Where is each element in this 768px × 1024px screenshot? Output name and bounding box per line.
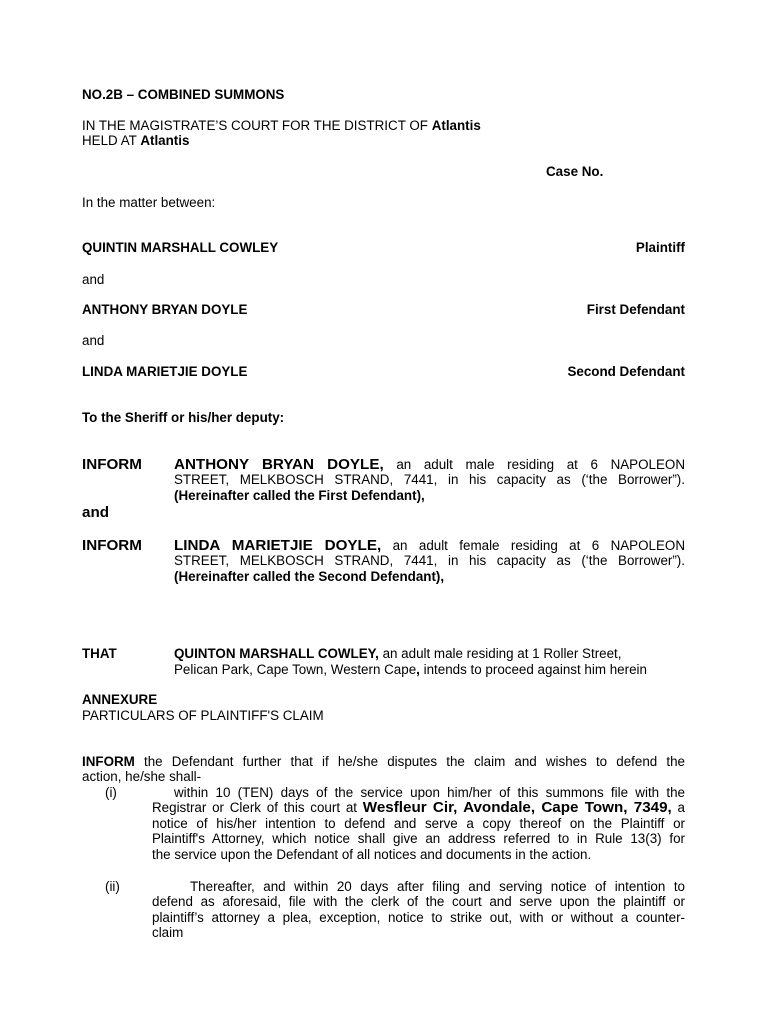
party-role-first-defendant: First Defendant [586, 302, 685, 317]
case-no-label: Case No. [546, 164, 604, 179]
item-i [152, 785, 685, 862]
and-separator: and [82, 272, 105, 287]
party-name-second-defendant: LINDA MARIETJIE DOYLE [82, 364, 248, 379]
item-i-line-4: Plaintiff's Attorney, which notice shall give an address referred to in Rule 13(3) for [152, 831, 685, 847]
item-i-line-5: the service upon the Defendant of all notices and documents in the action. [152, 846, 592, 862]
item-ii-line-3: plaintiff’s attorney a plea, exception, notice to strike out, with or without a counter- [152, 909, 685, 925]
court-prefix: IN THE MAGISTRATE’S COURT FOR THE DISTRICT OF [82, 118, 428, 133]
inform-further-lead: INFORM [82, 754, 135, 769]
item-number: (ii) [105, 879, 120, 894]
inform-line-1-rest: an adult male residing at 6 NAPOLEON [396, 457, 685, 472]
inform-line-2: STREET, MELKBOSCH STRAND, 7441, in his capacity as (‘the Borrower”). [174, 553, 685, 569]
inform-second-defendant [174, 538, 685, 584]
that-line-2-a: Pelican Park, Cape Town, Western Cape [174, 662, 417, 677]
item-number: (i) [105, 785, 117, 800]
item-ii-line-1: Thereafter, and within 20 days after filing and serving notice of intention to [190, 879, 685, 894]
inform-further-line-2: action, he/she shall- [82, 769, 202, 785]
inform-name: LINDA MARIETJIE DOYLE, [174, 537, 382, 554]
inform-further-line-1-rest: the Defendant further that if he/she disputes the claim and wishes to defend the [143, 754, 685, 769]
that-line-2-b: intends to proceed against him herein [423, 662, 647, 677]
inform-line-3: (Hereinafter called the Second Defendant), [174, 568, 445, 584]
item-i-line-1: within 10 (TEN) days of the service upon him/her of this summons file with the [174, 785, 685, 800]
inform-label: INFORM [82, 456, 142, 473]
sheriff-line: To the Sheriff or his/her deputy: [82, 410, 285, 425]
item-ii-line-2: defend as aforesaid, file with the clerk of the court and serve upon the plaintiff or [152, 894, 685, 910]
inform-further [82, 754, 685, 785]
court-district: Atlantis [431, 118, 481, 133]
and-separator: and [82, 333, 105, 348]
court-address: Wesfleur Cir, Avondale, Cape Town, 7349, [362, 799, 672, 817]
held-at-prefix: HELD AT [82, 133, 137, 148]
matter-between: In the matter between: [82, 195, 216, 210]
court-line-2 [82, 133, 189, 148]
that-line-1 [174, 646, 622, 661]
that-line-2 [174, 662, 647, 677]
inform-line-3: (Hereinafter called the First Defendant), [174, 487, 425, 503]
annexure-subtitle: PARTICULARS OF PLAINTIFF'S CLAIM [82, 708, 324, 723]
form-title: NO.2B – COMBINED SUMMONS [82, 87, 285, 102]
inform-line-2: STREET, MELKBOSCH STRAND, 7441, in his capacity as (‘the Borrower”). [174, 472, 685, 488]
inform-line-1-rest: an adult female residing at 6 NAPOLEON [392, 538, 685, 553]
item-ii [152, 879, 685, 941]
inform-label: INFORM [82, 537, 142, 554]
inform-first-defendant [174, 457, 685, 503]
item-i-line-3: notice of his/her intention to defend and serve a copy thereof on the Plaintiff or [152, 815, 685, 831]
inform-name: ANTHONY BRYAN DOYLE, [174, 456, 384, 473]
party-role-second-defendant: Second Defendant [567, 364, 685, 379]
that-name: QUINTON MARSHALL COWLEY, [174, 646, 379, 661]
inform-line-1 [174, 457, 685, 472]
that-label: THAT [82, 646, 117, 661]
item-i-line-2-prefix: Registrar or Clerk of this court at [152, 800, 357, 816]
party-role-plaintiff: Plaintiff [635, 240, 685, 255]
party-name-plaintiff: QUINTIN MARSHALL COWLEY [82, 240, 279, 255]
held-at-value: Atlantis [140, 133, 190, 148]
party-name-first-defendant: ANTHONY BRYAN DOYLE [82, 302, 248, 317]
court-line-1 [82, 118, 481, 133]
item-i-line-2-suffix: a [677, 800, 685, 816]
item-i-line-2 [152, 800, 685, 815]
item-ii-line-4: claim [152, 925, 184, 941]
annexure-title: ANNEXURE [82, 692, 158, 707]
inform-further-line-1 [82, 754, 685, 769]
inform-line-1 [174, 538, 685, 553]
that-line-1-rest: an adult male residing at 1 Roller Street, [382, 646, 622, 661]
that-comma: , [416, 662, 420, 677]
and-bold-separator: and [82, 504, 110, 521]
